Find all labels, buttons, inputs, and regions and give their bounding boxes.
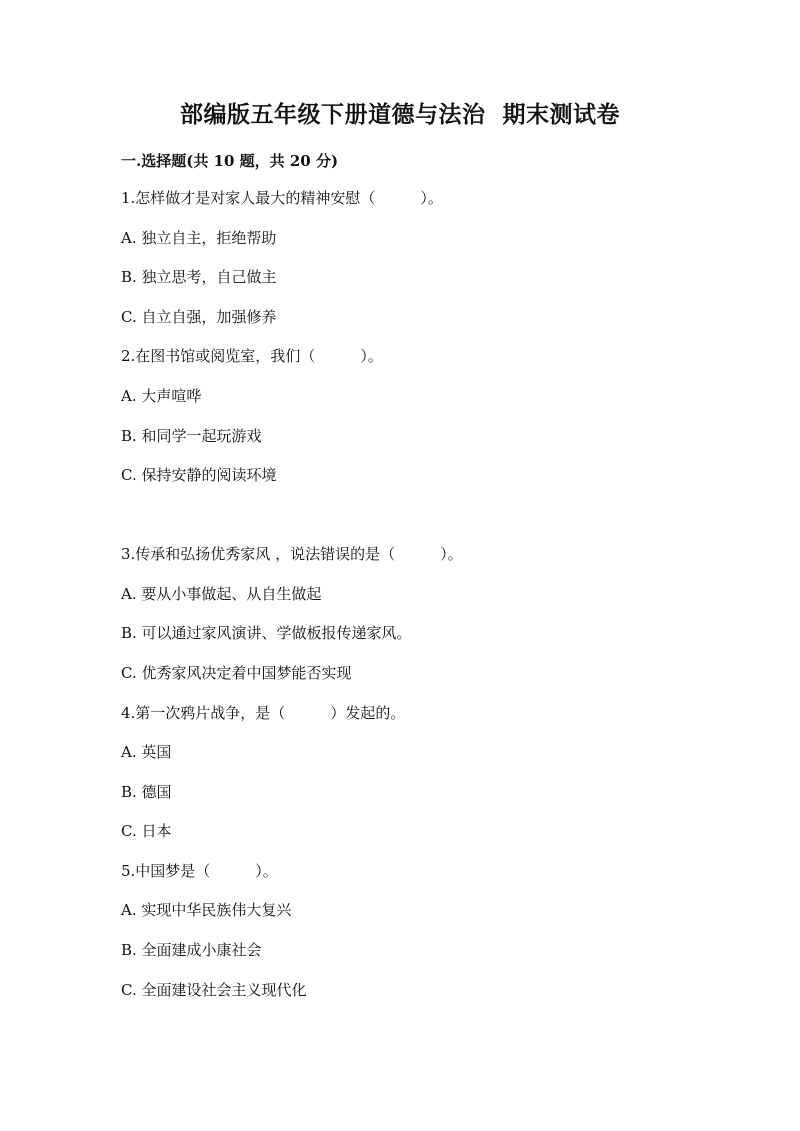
question-3-stem: 3.传承和弘扬优秀家风 ，说法错误的是（ ）。 (121, 545, 463, 563)
question-1-option-a: A. 独立自主，拒绝帮助 (121, 229, 277, 247)
question-4-stem: 4.第一次鸦片战争，是（ ）发起的。 (121, 704, 406, 722)
question-2-stem: 2.在图书馆或阅览室，我们（ ）。 (121, 347, 383, 365)
question-4-option-b: B. 德国 (121, 783, 172, 801)
section-heading: 一.选择题(共 10 题，共 20 分) (121, 152, 339, 170)
question-2-option-b: B. 和同学一起玩游戏 (121, 427, 262, 445)
question-1-option-b: B. 独立思考，自己做主 (121, 268, 277, 286)
question-5-option-a: A. 实现中华民族伟大复兴 (121, 901, 292, 919)
question-2-option-c: C. 保持安静的阅读环境 (121, 466, 277, 484)
question-5-option-c: C. 全面建设社会主义现代化 (121, 981, 307, 999)
question-1-option-c: C. 自立自强，加强修养 (121, 308, 277, 326)
exam-title: 部编版五年级下册道德与法治 期末测试卷 (179, 101, 620, 128)
question-3-option-c: C. 优秀家风决定着中国梦能否实现 (121, 664, 352, 682)
question-1-stem: 1.怎样做才是对家人最大的精神安慰（ ）。 (121, 189, 443, 207)
question-5-stem: 5.中国梦是（ ）。 (121, 862, 278, 880)
question-3-option-a: A. 要从小事做起、从自生做起 (121, 585, 322, 603)
question-5-option-b: B. 全面建成小康社会 (121, 941, 262, 959)
question-3-option-b: B. 可以通过家风演讲、学做板报传递家风。 (121, 624, 412, 642)
question-4-option-a: A. 英国 (121, 743, 172, 761)
question-2-option-a: A. 大声喧哗 (121, 387, 202, 405)
question-4-option-c: C. 日本 (121, 822, 172, 840)
